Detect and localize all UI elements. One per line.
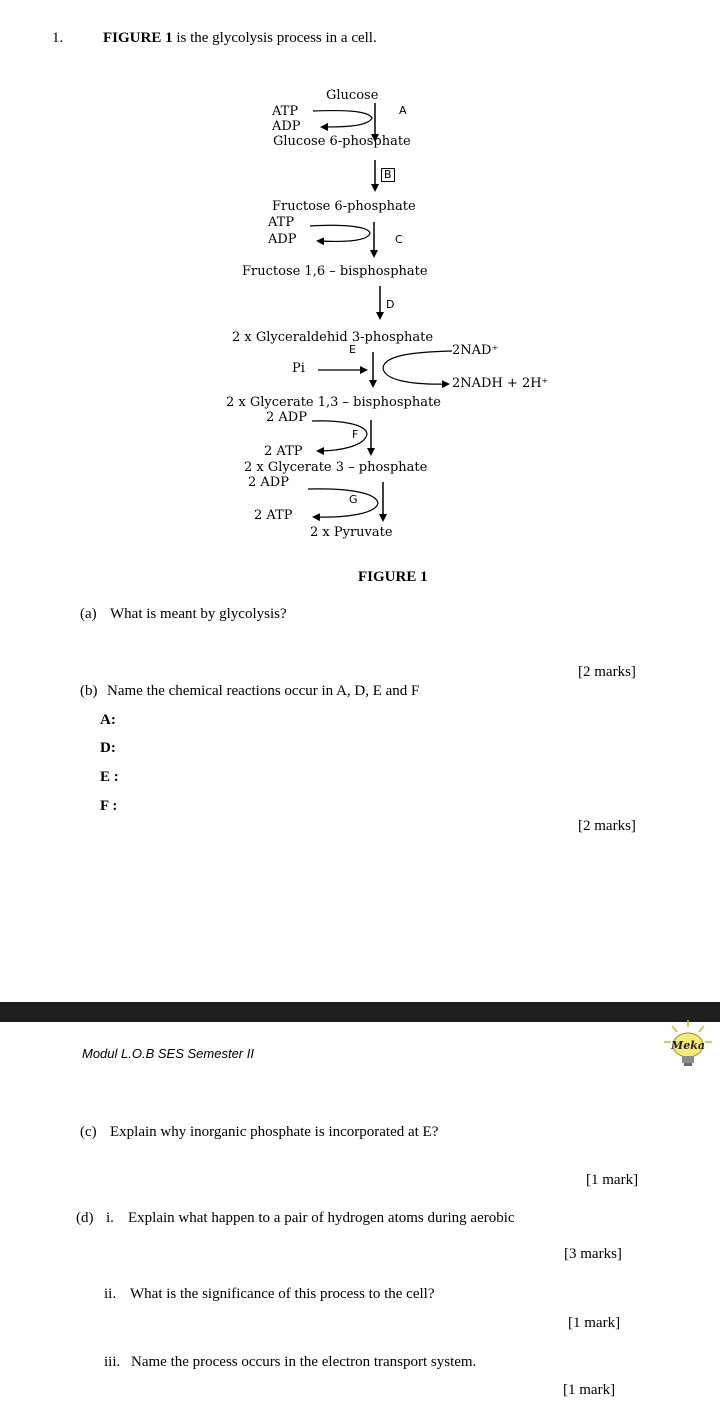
glucose-6-phosphate-label: Glucose 6-phosphate <box>273 134 411 149</box>
answer-f-label: F : <box>100 798 118 814</box>
glycolysis-diagram <box>0 0 720 560</box>
glyceraldehyde-3-phosphate-label: 2 x Glyceraldehid 3-phosphate <box>232 330 434 345</box>
part-d-i-question: Explain what happen to a pair of hydrogen atoms during aerobic <box>128 1210 515 1226</box>
part-b-question: Name the chemical reactions occur in A, D, E and F <box>107 683 420 699</box>
step-c-label: C <box>395 233 403 246</box>
part-d-iii-question: Name the process occurs in the electron transport system. <box>131 1354 477 1370</box>
arrow-atp-adp-c <box>310 225 370 241</box>
arrow-nad-nadh <box>383 351 452 384</box>
arrow-atp-adp-a <box>313 111 372 127</box>
figure-caption: FIGURE 1 <box>358 569 428 585</box>
part-b-marks: [2 marks] <box>578 818 636 834</box>
step-g-label: G <box>349 493 358 506</box>
adp-label-a: ADP <box>272 119 301 134</box>
nadh-label: 2NADH + 2H⁺ <box>452 376 549 391</box>
meka-logo-text: Meka <box>671 1039 705 1052</box>
part-d-ii-label: ii. <box>104 1286 117 1302</box>
fructose-6-phosphate-label: Fructose 6-phosphate <box>272 199 416 214</box>
glucose-label: Glucose <box>326 88 379 103</box>
part-c-question: Explain why inorganic phosphate is incorporated at E? <box>110 1124 439 1140</box>
fructose-1-6-bisphosphate-label: Fructose 1,6 – bisphosphate <box>242 264 428 279</box>
part-b-label: (b) <box>80 683 98 699</box>
step-a-label: A <box>399 104 407 117</box>
question-intro-text: is the glycolysis process in a cell. <box>172 30 377 46</box>
part-d-i-marks: [3 marks] <box>564 1246 622 1262</box>
glycerate-1-3-bisphosphate-label: 2 x Glycerate 1,3 – bisphosphate <box>226 395 441 410</box>
answer-e-label: E : <box>100 769 119 785</box>
part-a-question: What is meant by glycolysis? <box>110 606 287 622</box>
step-b-label: B <box>381 168 395 182</box>
part-d-label: (d) <box>76 1210 94 1226</box>
atp-label-f: 2 ATP <box>264 444 303 459</box>
atp-label-c: ATP <box>268 215 295 230</box>
step-d-label: D <box>386 298 395 311</box>
step-e-label: E <box>349 343 356 356</box>
nad-label: 2NAD⁺ <box>452 343 499 358</box>
meka-logo <box>662 1018 714 1076</box>
answer-d-label: D: <box>100 740 116 756</box>
step-f-label: F <box>352 428 359 441</box>
part-d-ii-marks: [1 mark] <box>568 1315 621 1331</box>
part-a-label: (a) <box>80 606 97 622</box>
module-footer: Modul L.O.B SES Semester II <box>82 1046 254 1061</box>
arrow-adp-atp-f <box>312 421 367 451</box>
part-c-marks: [1 mark] <box>586 1172 639 1188</box>
atp-label-a: ATP <box>272 104 299 119</box>
page-break-bar <box>0 1002 720 1022</box>
adp-label-g: 2 ADP <box>248 475 289 490</box>
pi-label: Pi <box>292 361 305 376</box>
figure-reference: FIGURE 1 <box>103 30 173 46</box>
adp-label-f: 2 ADP <box>266 410 307 425</box>
question-number: 1. <box>52 30 64 46</box>
part-d-iii-label: iii. <box>104 1354 121 1370</box>
part-d-ii-question: What is the significance of this process to the cell? <box>130 1286 435 1302</box>
part-a-marks: [2 marks] <box>578 664 636 680</box>
glycerate-3-phosphate-label: 2 x Glycerate 3 – phosphate <box>244 460 428 475</box>
adp-label-c: ADP <box>268 232 297 247</box>
answer-a-label: A: <box>100 712 116 728</box>
arrow-adp-atp-g <box>308 489 378 517</box>
pyruvate-label: 2 x Pyruvate <box>310 525 393 540</box>
part-c-label: (c) <box>80 1124 97 1140</box>
part-d-i-label: i. <box>106 1210 114 1226</box>
part-d-iii-marks: [1 mark] <box>563 1382 616 1398</box>
atp-label-g: 2 ATP <box>254 508 293 523</box>
